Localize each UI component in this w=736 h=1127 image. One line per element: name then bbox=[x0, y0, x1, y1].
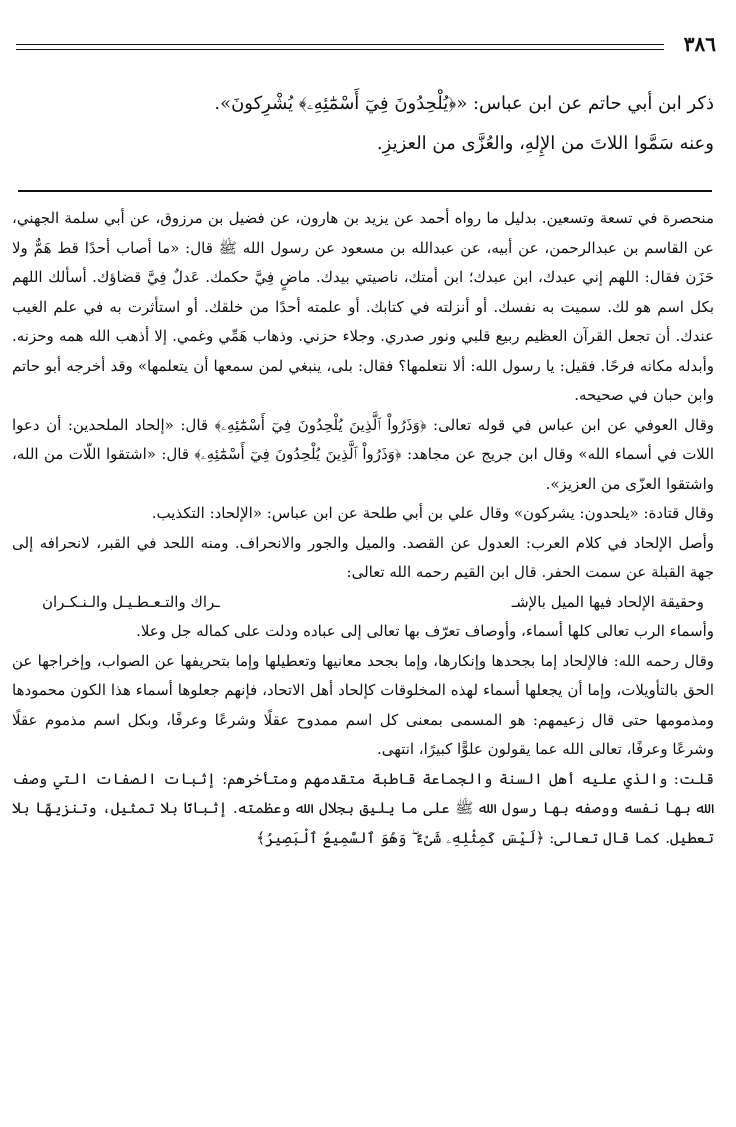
main-paragraph: ذكر ابن أبي حاتم عن ابن عباس: «﴿يُلْحِدُونَ فِيٓ أَسْمَٰٓئِهِۦ﴾ يُشْرِكونَ». bbox=[214, 93, 714, 114]
footnote-paragraph: قلت: والذي عليه أهل السنة والجماعة قاطبة متقدمهم ومتأخرهم: إثبات الصفات التي وصف الله بها نفسه ووصفه بها رسول الله ﷺ على ما يليق بجلال الله وعظمته. إثباتًا بلا تمثيل، وتنزيهًا بلا تعطيل. كما قال تعالى: ﴿لَيْسَ كَمِثْلِهِۦ شَىْءٌ ۖ وَهُوَ ٱلسَّمِيعُ ٱلْبَصِيرُ﴾ bbox=[12, 769, 714, 847]
main-paragraph: وعنه سَمَّوا اللاتَ من الإِلهِ، والعُزَّى من العزيزِ. bbox=[376, 133, 714, 154]
poem-first-hemistich: وحقيقة الإلحاد فيها الميل بالإشـ bbox=[511, 592, 704, 611]
footnotes bbox=[12, 204, 714, 853]
poem-verse bbox=[12, 588, 714, 618]
page-number: ٣٨٦ bbox=[683, 32, 716, 56]
footnote-paragraph: وقال رحمه الله: فالإلحاد إما بجحدها وإنكارها، وإما بجحد معانيها وتعطيلها وإما بتحريفها عن الصواب، وإخراجها عن الحق بالتأويلات، وإما أن يجعلها أسماء لهذه المخلوقات كإلحاد أهل الاتحاد، فإنهم جعلوها أسماء هذا الكون محمودها ومذمومها حتى قال زعيمهم: هو المسمى بمعنى كل اسم ممدوح عقلًا وشرعًا وعرفًا، وبكل اسم مذموم عقلًا وشرعًا وعرفًا، تعالى الله عما يقولون علوًّا كبيرًا، انتهى. bbox=[12, 651, 714, 758]
footnote-paragraph: منحصرة في تسعة وتسعين. بدليل ما رواه أحمد عن يزيد بن هارون، عن فضيل بن مرزوق، عن أبي سلمة الجهني، عن القاسم بن عبدالرحمن، عن أبيه، عن عبدالله بن مسعود عن رسول الله ﷺ قال: «ما أصاب أحدًا قط هَمٌّ ولا حَزَن فقال: اللهم إني عبدك، ابن عبدك؛ ابن أمتك، ناصيتي بيدك. ماضٍ فِيَّ حكمك. عَدلٌ فِيَّ قضاؤك. أسألك اللهم بكل اسم هو لك. سميت به نفسك. أو أنزلته في كتابك. أو علمته أحدًا من خلقك. أو استأثرت به في علم الغيب عندك. أن تجعل القرآن العظيم ربيع قلبي ونور صدري. وجلاء حزني. وذهاب هَمِّي وغمي. إلا أذهب الله همه وحزنه. وأبدله مكانه فرحًا. فقيل: يا رسول الله: ألا نتعلمها؟ فقال: بلى، ينبغي لمن سمعها أن يتعلمها» وقد أخرجه أبو حاتم وابن حبان في صحيحه. bbox=[12, 209, 714, 404]
header-double-rule bbox=[16, 44, 664, 50]
page-header bbox=[16, 32, 716, 60]
poem-second-hemistich: ـراك والتـعـطـيـل والـنـكـران bbox=[42, 592, 220, 611]
main-text bbox=[38, 86, 714, 166]
footnote-paragraph: وأسماء الرب تعالى كلها أسماء، وأوصاف تعرّف بها تعالى إلى عباده ودلت على كماله جل وعلا. bbox=[136, 622, 714, 640]
footnote-paragraph: وأصل الإلحاد في كلام العرب: العدول عن القصد. والميل والجور والانحراف. ومنه اللحد في القبر، لانحرافه إلى جهة القبلة عن سمت الحفر. قال ابن القيم رحمه الله تعالى: bbox=[12, 533, 714, 581]
footnote-paragraph: وقال العوفي عن ابن عباس في قوله تعالى: ﴿وَذَرُواْ ٱلَّذِينَ يُلْحِدُونَ فِيٓ أَسْمَٰٓئِهِۦ﴾ قال: «إلحاد الملحدين: أن دعوا اللات في أسماء الله» وقال ابن جريج عن مجاهد: ﴿وَذَرُواْ ٱلَّذِينَ يُلْحِدُونَ فِيٓ أَسْمَٰٓئِهِۦ﴾ قال: «اشتقوا اللّات من الله، واشتقوا العزّى من العزيز». bbox=[12, 415, 714, 493]
footnote-separator bbox=[18, 190, 712, 192]
footnote-paragraph: وقال قتادة: «يلحدون: يشركون» وقال علي بن أبي طلحة عن ابن عباس: «الإلحاد: التكذيب. bbox=[151, 504, 714, 522]
